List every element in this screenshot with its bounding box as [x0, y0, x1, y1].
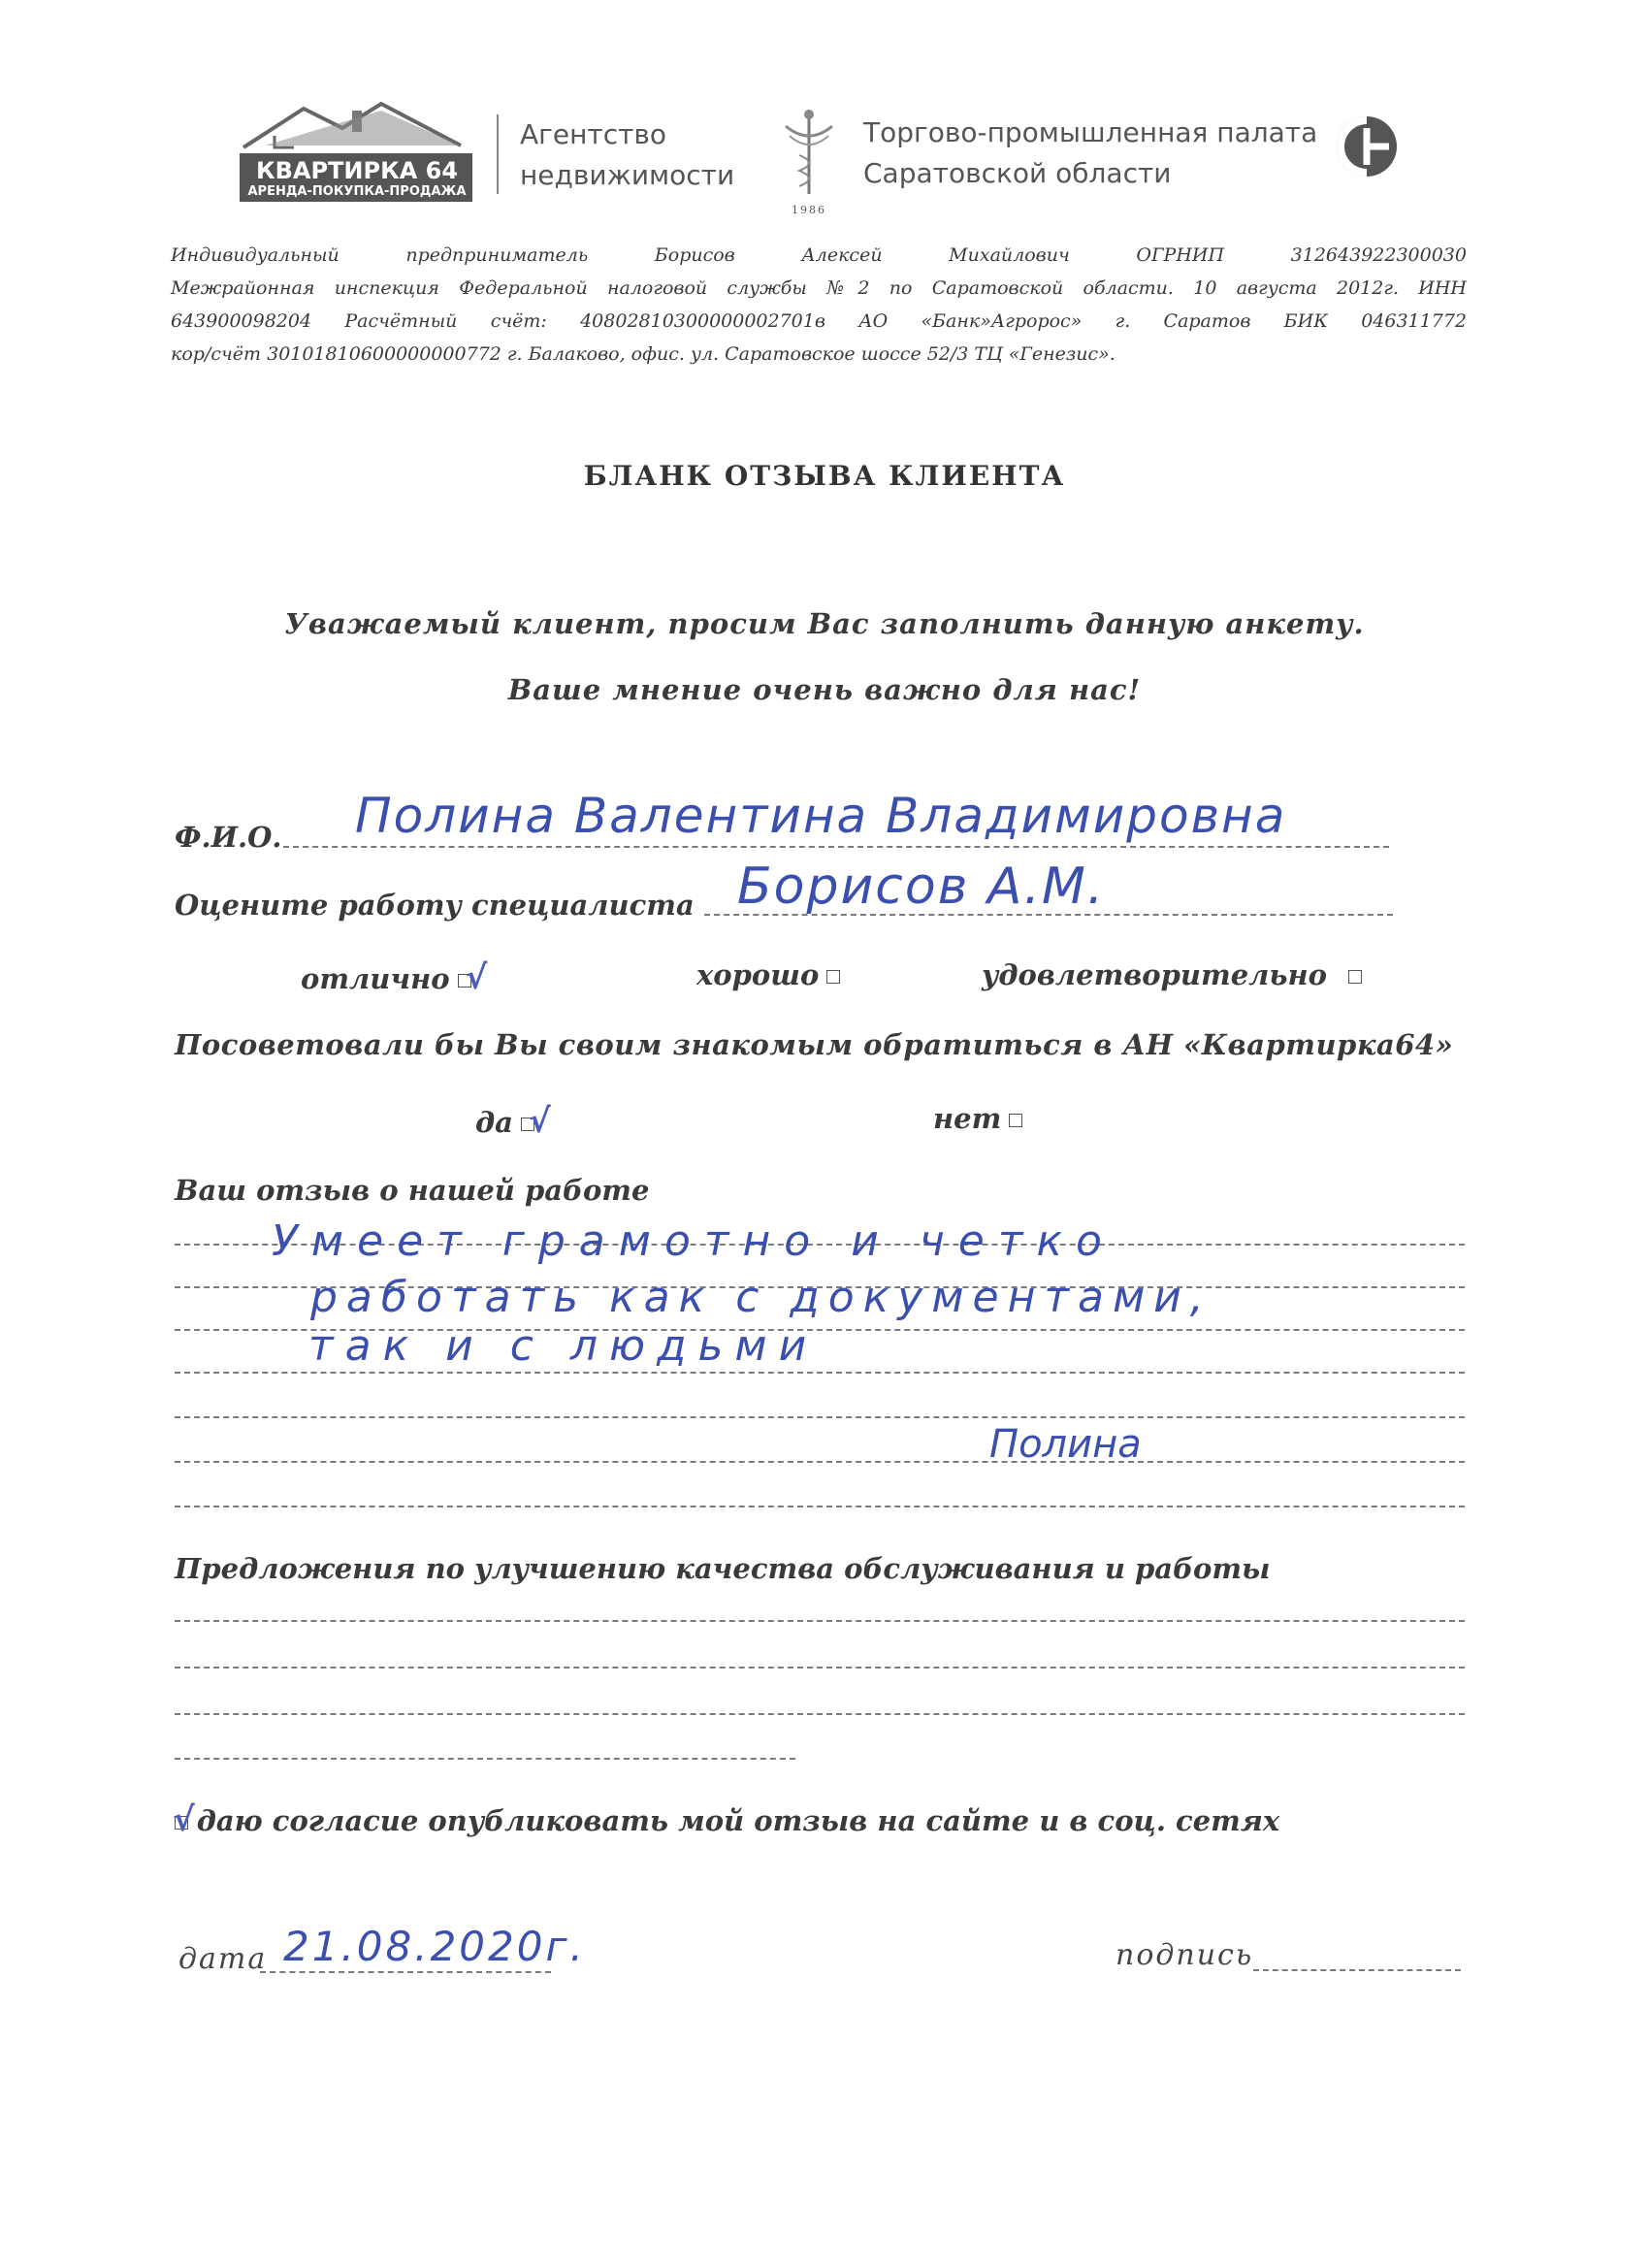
review-signature: Полина	[989, 1422, 1142, 1467]
rating-satisfactory-label: удовлетворительно	[982, 958, 1327, 991]
check-mark-icon: √	[173, 1800, 195, 1839]
recommend-no[interactable]	[933, 1102, 1022, 1135]
recommend-yes[interactable]	[475, 1102, 551, 1141]
agency-line-2: недвижимости	[520, 159, 735, 191]
rating-excellent-label: отлично	[301, 962, 450, 995]
agency-name	[520, 114, 734, 196]
rating-excellent[interactable]	[301, 958, 487, 997]
date-line	[260, 1971, 551, 1973]
consent-label: даю согласие опубликовать мой отзыв на сайте и в соц. сетях	[196, 1804, 1280, 1837]
recommend-yes-label: да	[475, 1106, 513, 1139]
legal-line: Межрайонная инспекция Федеральной налоговой службы №2 по Саратовской области. 10 августа 2012г. ИНН	[171, 277, 1467, 299]
fio-value: Полина Валентина Владимировна	[355, 788, 1287, 844]
satisfactory-checkbox[interactable]	[1348, 970, 1362, 984]
suggestions-line	[175, 1620, 1465, 1622]
review-line	[175, 1372, 1465, 1374]
legal-line: 643900098204 Расчётный счёт: 40802810300000002701в АО «Банк»Агророс» г. Саратов БИК 046311772	[171, 310, 1467, 332]
consent-row[interactable]	[175, 1800, 1279, 1839]
chamber-logo	[1335, 114, 1399, 178]
good-checkbox[interactable]	[826, 970, 840, 984]
greeting-text: Уважаемый клиент, просим Вас заполнить данную анкету.	[284, 607, 1365, 640]
form-title: БЛАНК ОТЗЫВА КЛИЕНТА	[583, 460, 1066, 492]
no-checkbox[interactable]	[1009, 1114, 1022, 1127]
rate-label: Оцените работу специалиста	[175, 889, 695, 922]
suggestions-line	[175, 1667, 1465, 1669]
review-text-line: работать как с документами,	[310, 1273, 1212, 1322]
seal-year: 1986	[792, 204, 826, 216]
chamber-emblem-icon	[1335, 114, 1399, 178]
signature-line[interactable]	[1253, 1969, 1461, 1971]
rate-value: Борисов А.М.	[737, 858, 1106, 916]
legal-line: Индивидуальный предприниматель Борисов Алексей Михайлович ОГРНИП 312643922300030	[171, 244, 1467, 266]
review-line	[175, 1461, 1465, 1463]
date-value: 21.08.2020г.	[283, 1923, 586, 1970]
check-mark-icon: √	[528, 1102, 551, 1141]
chamber-line-2: Саратовской области	[863, 157, 1172, 189]
date-label: дата	[178, 1942, 268, 1976]
suggestions-label: Предложения по улучшению качества обслуживания и работы	[175, 1552, 1271, 1585]
chamber-name	[863, 113, 1317, 194]
chamber-seal	[776, 107, 842, 216]
suggestions-line	[175, 1758, 795, 1760]
review-text-line: Умеет грамотно и четко	[272, 1216, 1116, 1266]
fio-label: Ф.И.О.	[175, 821, 282, 854]
review-line	[175, 1416, 1465, 1418]
chamber-line-1: Торгово-промышленная палата	[863, 116, 1318, 148]
suggestions-line	[175, 1713, 1465, 1715]
check-mark-icon: √	[465, 958, 488, 997]
fio-line	[283, 846, 1389, 848]
logo-subtitle: АРЕНДА-ПОКУПКА-ПРОДАЖА	[247, 184, 467, 199]
importance-text: Ваше мнение очень важно для нас!	[507, 673, 1142, 706]
rating-satisfactory[interactable]	[982, 958, 1362, 991]
signature-label: подпись	[1116, 1938, 1254, 1972]
rating-good[interactable]	[696, 958, 840, 991]
rating-good-label: хорошо	[696, 958, 820, 991]
mercury-seal-icon	[776, 107, 842, 200]
legal-line: кор/счёт 30101810600000000772 г. Балаково, офис. ул. Саратовское шоссе 52/3 ТЦ «Генезис».	[171, 343, 1116, 365]
header-divider	[497, 114, 499, 194]
recommend-question: Посоветовали бы Вы своим знакомым обратиться в АН «Квартирка64»	[175, 1028, 1454, 1061]
agency-line-1: Агентство	[520, 118, 667, 150]
company-logo	[236, 99, 478, 208]
review-label: Ваш отзыв о нашей работе	[175, 1174, 650, 1207]
logo-title: КВАРТИРКА 64	[255, 157, 459, 184]
review-text-line: так и с людьми	[308, 1321, 819, 1371]
review-line	[175, 1506, 1465, 1507]
recommend-no-label: нет	[933, 1102, 1002, 1135]
legal-details	[171, 239, 1467, 371]
